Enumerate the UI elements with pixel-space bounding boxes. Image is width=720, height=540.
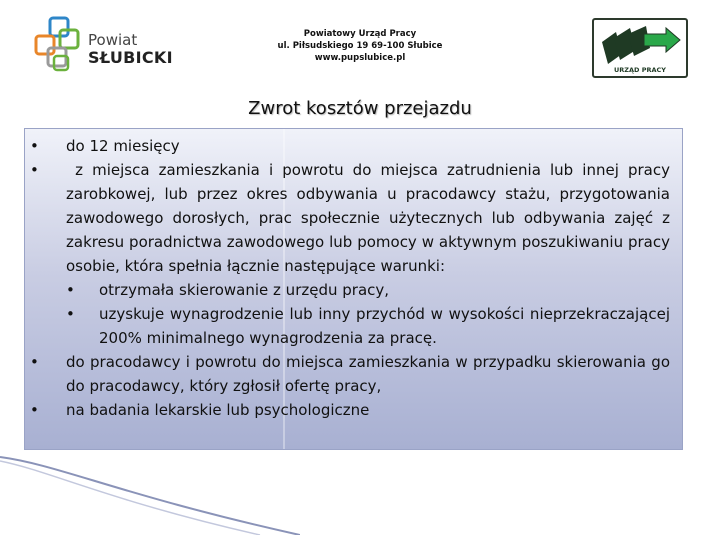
- bullet-icon: •: [30, 353, 39, 371]
- bullet-icon: •: [30, 401, 39, 419]
- logo-line2: SŁUBICKI: [88, 48, 173, 67]
- sub-list-item: [66, 302, 670, 350]
- bullet-icon: •: [30, 161, 39, 179]
- sub-list-item-text: uzyskuje wynagrodzenie lub inny przychód w wysokości nieprzekraczającej 200% minimalnego wynagrodzenia za pracę.: [99, 305, 670, 347]
- logo-line1: Powiat: [88, 31, 138, 49]
- list-item: [30, 158, 675, 350]
- bullet-icon: •: [30, 137, 39, 155]
- sub-list-item: [66, 278, 670, 302]
- logo-wordmark: [88, 32, 173, 66]
- powiat-slubicki-logo: [30, 14, 172, 78]
- bullet-icon: •: [66, 281, 75, 299]
- office-name: Powiatowy Urząd Pracy: [303, 29, 417, 39]
- sub-list: [66, 278, 670, 350]
- urzad-pracy-logo: [592, 18, 688, 78]
- list-item: [30, 398, 670, 422]
- list-item: [30, 350, 670, 398]
- list-item-text: z miejsca zamieszkania i powrotu do miejsca zatrudnienia lub innej pracy zarobkowej, lub przez okres odbywania u pracodawcy stażu, przygotowania zawodowego dorosłych, prac społecznie użytecznych lub odbywania zajęć z zakresu poradnictwa zawodowego lub pomocy w aktywnym poszukiwaniu pracy osobie, która spełnia łącznie następujące warunki:: [66, 161, 675, 275]
- sub-list-item-text: otrzymała skierowanie z urzędu pracy,: [99, 281, 390, 299]
- office-info: [250, 28, 470, 64]
- doors-arrow-icon: [594, 20, 686, 76]
- list-item: [30, 134, 670, 158]
- office-address: ul. Piłsudskiego 19 69-100 Słubice: [277, 41, 443, 51]
- list-item-text: do pracodawcy i powrotu do miejsca zamieszkania w przypadku skierowania go do pracodawcy, który zgłosił ofertę pracy,: [66, 353, 670, 395]
- squares-logo-icon: [30, 14, 86, 78]
- office-website: www.pupslubice.pl: [314, 53, 406, 63]
- decorative-swoosh: [0, 455, 300, 535]
- bullet-icon: •: [66, 305, 75, 323]
- slide-title: Zwrot kosztów przejazdu: [248, 98, 472, 119]
- list-item-text: na badania lekarskie lub psychologiczne: [66, 401, 370, 419]
- logo-right-text: URZĄD PRACY: [614, 66, 666, 74]
- bullet-list: [30, 134, 675, 422]
- list-item-text: do 12 miesięcy: [66, 137, 180, 155]
